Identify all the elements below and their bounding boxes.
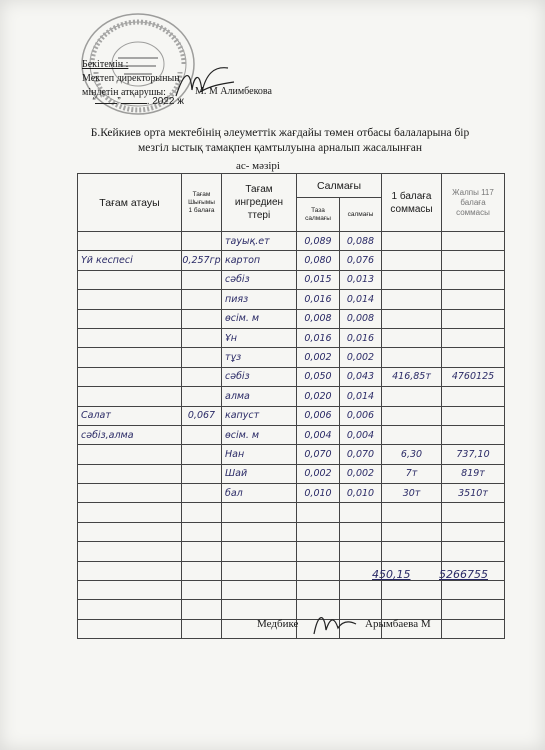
cell-price: 7т <box>382 464 442 483</box>
cell-price <box>382 387 442 406</box>
cell-net: 0,006 <box>297 406 340 425</box>
cell-net: 0,089 <box>297 232 340 251</box>
nurse-signature <box>308 608 360 638</box>
cell-dish <box>78 270 182 289</box>
cell-price <box>382 232 442 251</box>
cell-price <box>382 600 442 619</box>
cell-net <box>297 522 340 541</box>
cell-gross: 0,070 <box>340 445 382 464</box>
cell-output <box>182 425 222 444</box>
cell-gross: 0,014 <box>340 387 382 406</box>
cell-price <box>382 581 442 600</box>
col-total-header: Жалпы 117 балаға соммасы <box>442 174 505 232</box>
col-net-header: Таза салмағы <box>297 198 340 232</box>
cell-gross: 0,076 <box>340 251 382 270</box>
cell-ingredient: бал <box>222 484 297 503</box>
cell-output <box>182 542 222 561</box>
position-line-1: Мектеп директорының <box>82 73 180 84</box>
cell-output <box>182 464 222 483</box>
cell-dish <box>78 581 182 600</box>
cell-dish <box>78 503 182 522</box>
cell-dish <box>78 367 182 386</box>
table-row <box>78 387 505 406</box>
cell-total: 3510т <box>442 484 505 503</box>
cell-net: 0,002 <box>297 348 340 367</box>
cell-ingredient: өсім. м <box>222 425 297 444</box>
cell-gross: 0,002 <box>340 464 382 483</box>
cell-price <box>382 522 442 541</box>
cell-output <box>182 232 222 251</box>
table-row <box>78 445 505 464</box>
cell-total <box>442 503 505 522</box>
cell-gross: 0,013 <box>340 270 382 289</box>
cell-total <box>442 425 505 444</box>
cell-price <box>382 309 442 328</box>
cell-gross: 0,002 <box>340 348 382 367</box>
cell-ingredient: өсім. м <box>222 309 297 328</box>
cell-ingredient: тұз <box>222 348 297 367</box>
total-sum: 5266755 <box>439 568 488 581</box>
cell-net: 0,015 <box>297 270 340 289</box>
cell-dish <box>78 328 182 347</box>
cell-ingredient: сәбіз <box>222 270 297 289</box>
cell-net: 0,016 <box>297 290 340 309</box>
cell-total: 4760125 <box>442 367 505 386</box>
cell-price <box>382 251 442 270</box>
cell-ingredient: картоп <box>222 251 297 270</box>
cell-total <box>442 232 505 251</box>
cell-total <box>442 251 505 270</box>
cell-net: 0,010 <box>297 484 340 503</box>
cell-net: 0,070 <box>297 445 340 464</box>
cell-dish <box>78 445 182 464</box>
table-row <box>78 251 505 270</box>
cell-net: 0,050 <box>297 367 340 386</box>
cell-net: 0,002 <box>297 464 340 483</box>
cell-dish <box>78 484 182 503</box>
table-row <box>78 464 505 483</box>
col-gross-header: салмағы <box>340 198 382 232</box>
cell-output: 0,257гр <box>182 251 222 270</box>
cell-gross <box>340 522 382 541</box>
table-row <box>78 290 505 309</box>
cell-price <box>382 290 442 309</box>
cell-output <box>182 270 222 289</box>
cell-price <box>382 425 442 444</box>
cell-price <box>382 270 442 289</box>
approval-date: “ ” . 2022 ж <box>92 96 184 107</box>
cell-net: 0,004 <box>297 425 340 444</box>
cell-total <box>442 290 505 309</box>
cell-gross: 0,014 <box>340 290 382 309</box>
cell-total <box>442 581 505 600</box>
cell-dish <box>78 290 182 309</box>
cell-total <box>442 270 505 289</box>
cell-price <box>382 348 442 367</box>
cell-output <box>182 309 222 328</box>
cell-gross: 0,043 <box>340 367 382 386</box>
table-row <box>78 425 505 444</box>
nurse-label: Медбике <box>257 618 299 630</box>
cell-net: 0,008 <box>297 309 340 328</box>
cell-dish <box>78 542 182 561</box>
cell-dish <box>78 232 182 251</box>
cell-dish <box>78 522 182 541</box>
table-row <box>78 484 505 503</box>
cell-total: 819т <box>442 464 505 483</box>
cell-total <box>442 309 505 328</box>
cell-output <box>182 367 222 386</box>
cell-price: 6,30 <box>382 445 442 464</box>
col-dish-header: Тағам атауы <box>78 174 182 232</box>
table-row <box>78 600 505 619</box>
table-row <box>78 328 505 347</box>
cell-net <box>297 542 340 561</box>
cell-ingredient <box>222 542 297 561</box>
total-price: 450,15 <box>372 568 411 581</box>
cell-total <box>442 387 505 406</box>
cell-output <box>182 387 222 406</box>
approve-title: Бекітемін : <box>82 59 129 70</box>
table-row <box>78 522 505 541</box>
col-output-header: Тағам Шығымы 1 балаға <box>182 174 222 232</box>
cell-ingredient: пияз <box>222 290 297 309</box>
cell-output <box>182 348 222 367</box>
cell-output <box>182 581 222 600</box>
cell-output <box>182 600 222 619</box>
cell-output <box>182 290 222 309</box>
cell-total <box>442 542 505 561</box>
cell-ingredient <box>222 561 297 580</box>
cell-dish <box>78 561 182 580</box>
cell-gross: 0,016 <box>340 328 382 347</box>
cell-price: 416,85т <box>382 367 442 386</box>
cell-price <box>382 328 442 347</box>
title-line-2: мезгіл ыстық тамақпен қамтылуына арналып жасалынған <box>138 142 422 154</box>
cell-total <box>442 328 505 347</box>
cell-ingredient <box>222 581 297 600</box>
table-row <box>78 503 505 522</box>
col-ingredients-header: Тағам ингредиен ттері <box>222 174 297 232</box>
nurse-name: Арымбаева М <box>365 618 431 630</box>
cell-gross <box>340 503 382 522</box>
table-row <box>78 232 505 251</box>
cell-gross <box>340 581 382 600</box>
table-row <box>78 406 505 425</box>
cell-net <box>297 561 340 580</box>
cell-dish <box>78 600 182 619</box>
position-line-2: міндетін атқарушы: <box>82 87 166 98</box>
cell-total <box>442 406 505 425</box>
col-price-header: 1 балаға соммасы <box>382 174 442 232</box>
cell-gross: 0,006 <box>340 406 382 425</box>
cell-output <box>182 445 222 464</box>
cell-dish: Үй кеспесі <box>78 251 182 270</box>
col-weight-header: Салмағы <box>297 174 382 198</box>
cell-net: 0,020 <box>297 387 340 406</box>
cell-ingredient: тауық.ет <box>222 232 297 251</box>
cell-net: 0,080 <box>297 251 340 270</box>
title-line-3: ас- мәзірі <box>236 160 280 172</box>
cell-output <box>182 619 222 638</box>
cell-gross <box>340 542 382 561</box>
cell-price <box>382 406 442 425</box>
table-row <box>78 348 505 367</box>
cell-gross: 0,004 <box>340 425 382 444</box>
cell-total <box>442 348 505 367</box>
approval-block <box>82 58 180 100</box>
cell-output <box>182 503 222 522</box>
cell-ingredient: Шай <box>222 464 297 483</box>
cell-dish: Салат <box>78 406 182 425</box>
cell-net <box>297 581 340 600</box>
cell-output <box>182 328 222 347</box>
cell-dish <box>78 309 182 328</box>
cell-price <box>382 503 442 522</box>
cell-output <box>182 484 222 503</box>
table-row <box>78 581 505 600</box>
cell-total <box>442 619 505 638</box>
table-row <box>78 542 505 561</box>
cell-total <box>442 522 505 541</box>
cell-ingredient <box>222 522 297 541</box>
cell-dish: сәбіз,алма <box>78 425 182 444</box>
cell-ingredient: сәбіз <box>222 367 297 386</box>
cell-ingredient <box>222 600 297 619</box>
title-line-1: Б.Кейкиев орта мектебінің әлеуметтік жағдайы төмен отбасы балаларына бір <box>90 127 470 139</box>
cell-total: 737,10 <box>442 445 505 464</box>
cell-dish <box>78 464 182 483</box>
date-year: . 2022 ж <box>146 96 184 107</box>
cell-ingredient: Нан <box>222 445 297 464</box>
cell-ingredient: капуст <box>222 406 297 425</box>
cell-gross: 0,088 <box>340 232 382 251</box>
table-row <box>78 367 505 386</box>
cell-output <box>182 561 222 580</box>
cell-net <box>297 503 340 522</box>
cell-dish <box>78 348 182 367</box>
cell-ingredient <box>222 503 297 522</box>
cell-ingredient: Ұн <box>222 328 297 347</box>
table-row <box>78 270 505 289</box>
document-title <box>40 126 520 156</box>
cell-dish <box>78 387 182 406</box>
table-row <box>78 309 505 328</box>
cell-net: 0,016 <box>297 328 340 347</box>
cell-price <box>382 542 442 561</box>
cell-output: 0,067 <box>182 406 222 425</box>
cell-gross: 0,008 <box>340 309 382 328</box>
cell-dish <box>78 619 182 638</box>
director-name: М. М Алимбекова <box>195 86 272 97</box>
cell-price: 30т <box>382 484 442 503</box>
cell-output <box>182 522 222 541</box>
cell-gross: 0,010 <box>340 484 382 503</box>
cell-total <box>442 600 505 619</box>
cell-ingredient: алма <box>222 387 297 406</box>
